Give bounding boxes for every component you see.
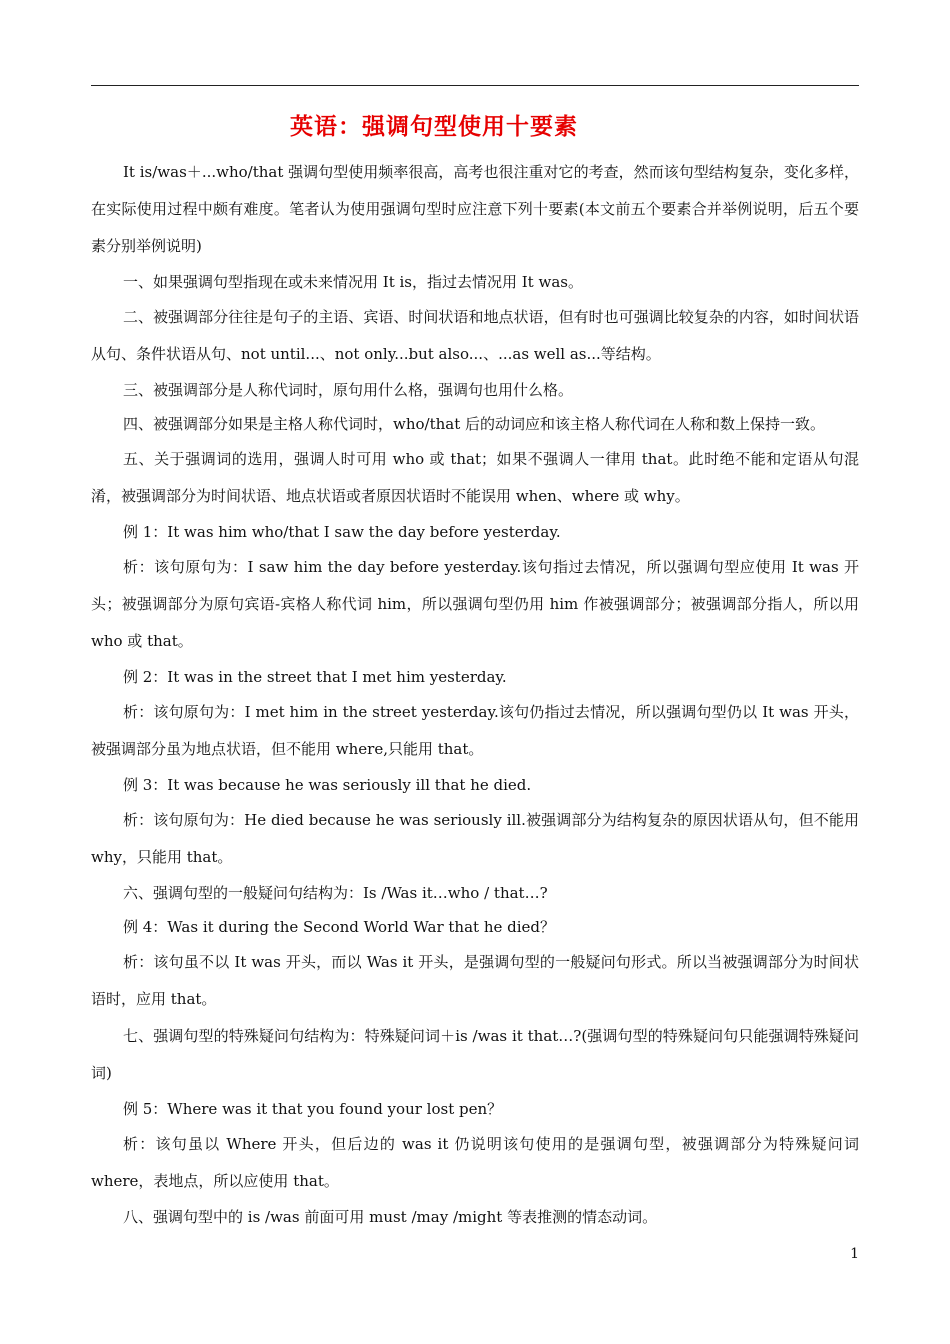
paragraph-example-3: 例 3：It was because he was seriously ill that he died. [123, 776, 532, 794]
page-number: 1 [850, 1246, 859, 1262]
paragraph-point-4: 四、被强调部分如果是主格人称代词时，who/that 后的动词应和该主格人称代词在人称和数上保持一致。 [123, 415, 826, 433]
paragraph-analysis-2: 析：该句原句为：I met him in the street yesterday.该句仍指过去情况，所以强调句型仍以 It was 开头，被强调部分虽为地点状语，但不能用 where,只能用 that。 [91, 703, 859, 758]
paragraph-example-1: 例 1：It was him who/that I saw the day before yesterday. [123, 523, 561, 541]
paragraph-example-2: 例 2：It was in the street that I met him yesterday. [123, 668, 507, 686]
document-title: 英语：强调句型使用十要素 [290, 114, 578, 140]
document-body [91, 154, 859, 1234]
paragraph-point-2: 二、被强调部分往往是句子的主语、宾语、时间状语和地点状语，但有时也可强调比较复杂的内容，如时间状语从句、条件状语从句、not until...、not only...but also...、...as well as...等结构。 [91, 308, 859, 363]
paragraph-analysis-3: 析：该句原句为：He died because he was seriously ill.被强调部分为结构复杂的原因状语从句，但不能用 why，只能用 that。 [91, 811, 859, 866]
paragraph-point-1: 一、如果强调句型指现在或未来情况用 It is，指过去情况用 It was。 [123, 273, 583, 291]
paragraph-example-5: 例 5：Where was it that you found your lost pen？ [123, 1100, 503, 1118]
paragraph-analysis-5: 析：该句虽以 Where 开头，但后边的 was it 仍说明该句使用的是强调句型，被强调部分为特殊疑问词 where，表地点，所以应使用 that。 [91, 1135, 859, 1190]
paragraph-point-3: 三、被强调部分是人称代词时，原句用什么格，强调句也用什么格。 [123, 381, 574, 399]
paragraph-intro: It is/was＋...who/that 强调句型使用频率很高，高考也很注重对它的考查，然而该句型结构复杂，变化多样，在实际使用过程中颇有难度。笔者认为使用强调句型时应注意下列十要素(本文前五个要素合并举例说明，后五个要素分别举例说明) [91, 163, 859, 255]
paragraph-analysis-4: 析：该句虽不以 It was 开头，而以 Was it 开头，是强调句型的一般疑问句形式。所以当被强调部分为时间状语时，应用 that。 [91, 953, 859, 1008]
paragraph-point-8: 八、强调句型中的 is /was 前面可用 must /may /might 等表推测的情态动词。 [123, 1208, 658, 1226]
paragraph-analysis-1: 析：该句原句为：I saw him the day before yesterday.该句指过去情况，所以强调句型应使用 It was 开头；被强调部分为原句宾语-宾格人称代词 him，所以强调句型仍用 him 作被强调部分；被强调部分指人，所以用 who 或 that。 [91, 558, 859, 650]
paragraph-point-7: 七、强调句型的特殊疑问句结构为：特殊疑问词＋is /was it that…?(强调句型的特殊疑问句只能强调特殊疑问词) [91, 1027, 859, 1082]
paragraph-example-4: 例 4：Was it during the Second World War that he died？ [123, 918, 556, 936]
paragraph-point-6: 六、强调句型的一般疑问句结构为：Is /Was it…who / that…? [123, 884, 548, 902]
paragraph-point-5: 五、关于强调词的选用，强调人时可用 who 或 that；如果不强调人一律用 that。此时绝不能和定语从句混淆，被强调部分为时间状语、地点状语或者原因状语时不能误用 when、where 或 why。 [91, 450, 859, 505]
header-rule [91, 85, 859, 86]
